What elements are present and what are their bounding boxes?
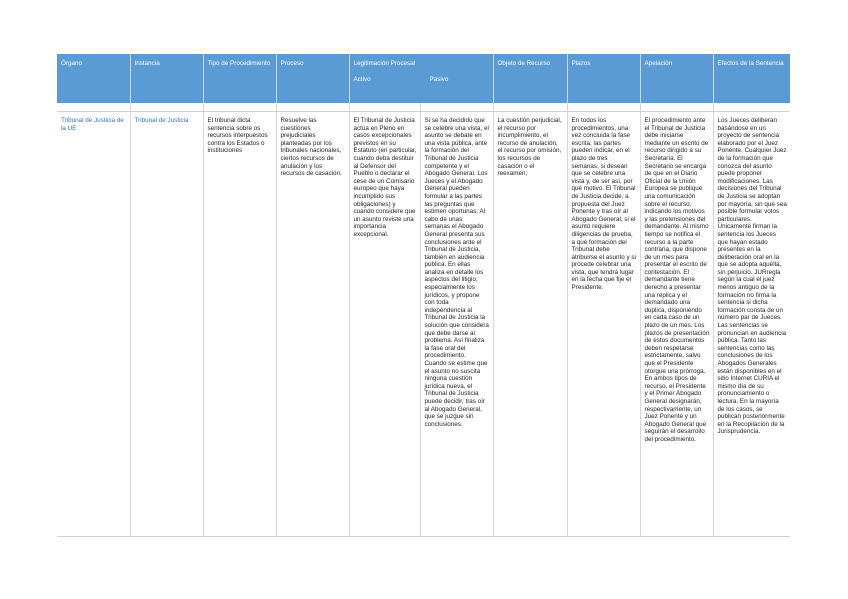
- cell-efectos-sentencia: Los Jueces deliberan basándose en un proyecto de sentencia elaborado por el Juez Ponente. Cualquier Juez de la formación que conozca del asunto puede proponer modificaciones. Las decisiones del Tribunal de Justicia se adoptan por mayoría, sin que sea posible formular votos particulares. Únicamente firman la sentencia los Jueces que hayan estado presentes en la deliberación oral en la que se adopta aquélla, sin perjuicio. JURregla según la cual el juez menos antiguo de la formación no firma la sentencia si dicha formación consta de un número par de Jueces. Las sentencias se pronuncian en audiencia pública. Tanto las sentencias como las conclusiones de los Abogados Generales están disponibles en el sitio Internet CURIA el mismo día de su pronunciamiento o lectura. En la mayoría de los casos, se publican posteriormente en la Recopilación de la Jurisprudencia.: [713, 112, 790, 537]
- table-row: [57, 112, 790, 537]
- header-efectos-sentencia: Efectos de la Sentencia: [713, 54, 790, 103]
- header-instancia: Instancia: [130, 54, 203, 103]
- cell-apelacion: El procedimiento ante el Tribunal de Justicia debe iniciarse mediante un escrito de recurso dirigido a su Secretaría. El Secretario se encarga de que en el Diario Oficial de la Unión Europea se publique una comunicación sobre el recurso, indicando los motivos y las pretensiones del demandante. Al mismo tiempo se notifica el recurso a la parte contraria, que dispone de un mes para presentar el escrito de contestación. El demandante tiene derecho a presentar una réplica y el demandado una dúplica, disponiendo en cada caso de un plazo de un mes. Los plazos de presentación de estos documentos deben respetarse estrictamente, salvo que el Presidente otorgue una prórroga. En ambos tipos de recurso, el Presidente y el Primer Abogado General designarán, respectivamente, un Juez Ponente y un Abogado General que seguirán el desarrollo del procedimiento.: [640, 112, 713, 537]
- header-pasivo: Pasivo: [429, 76, 449, 83]
- header-activo: Activo: [353, 76, 371, 83]
- header-proceso: Proceso: [276, 54, 349, 103]
- cell-organo: Tribunal de Justicia de la UE: [57, 112, 130, 537]
- cell-plazos: En todos los procedimientos, una vez concluida la fase escrita, las partes pueden indicar, en el plazo de tres semanas, si desean que se celebre una vista y, de ser así, por qué motivo. El Tribunal de Justicia decide, a propuesta del Juez Ponente y tras oír al Abogado General, si el asunto requiere diligencias de prueba, a qué formación del Tribunal debe atribuirse el asunto y si procede celebrar una vista, que tendrá lugar en la fecha que fije el Presidente.: [567, 112, 640, 537]
- cell-tipo-procedimiento: El tribunal dicta sentencia sobre os recursos interpuestos contra los Estados o instituciones: [203, 112, 276, 537]
- header-row: [57, 54, 790, 103]
- comparison-table: [57, 54, 790, 537]
- header-plazos: Plazos: [567, 54, 640, 103]
- header-legitimacion-procesal: [349, 54, 493, 103]
- header-legitimacion-title: Legitimación Procesal: [353, 60, 416, 67]
- cell-proceso: Resuelve las cuestiones prejudiciales planteadas por los tribunales nacionales, ciertos recursos de anulación y los recursos de casación.: [276, 112, 349, 537]
- header-tipo-procedimiento: Tipo de Procedimiento: [203, 54, 276, 103]
- header-objeto-recurso: Objeto de Recurso: [493, 54, 567, 103]
- cell-activo: El Tribunal de Justicia actúa en Pleno en casos excepcionales previstos en su Estatuto (en particular, cuando deba destituir al Defensor del Pueblo o declarar el cese de un Comisario europeo que haya incumplido sus obligaciones) y cuando considere que un asunto reviste una importancia excepcional.: [349, 112, 420, 537]
- cell-pasivo: Si se ha decidido que se celebre una vista, el asunto se debate en una vista pública, ante la formación del Tribunal de Justicia competente y el Abogado General. Los Jueces y el Abogado General pueden formular a las partes las preguntas que estimen oportunas. Al cabo de unas semanas el Abogado General presenta sus conclusiones ante el Tribunal de Justicia, también en audiencia pública. En ellas analiza en detalle los aspectos del litigio, especialmente los jurídicos, y propone con toda independencia al Tribunal de Justicia la solución que considera que debe darse al problema. Así finaliza la fase oral del procedimiento. Cuando se estime que el asunto no suscita ninguna cuestión jurídica nueva, el Tribunal de Justicia puede decidir, tras oír al Abogado General, que se juzgue sin conclusiones.: [420, 112, 493, 537]
- cell-objeto-recurso: La cuestión perjudicial, el recurso por incumplimiento, el recurso de anulación, el recurso por omisión, los recursos de casación o el reexamen,: [493, 112, 567, 537]
- header-organo: Órgano: [57, 54, 130, 103]
- cell-instancia: Tribunal de Justicia: [130, 112, 203, 537]
- spacer-row: [57, 103, 790, 112]
- header-apelacion: Apelación: [640, 54, 713, 103]
